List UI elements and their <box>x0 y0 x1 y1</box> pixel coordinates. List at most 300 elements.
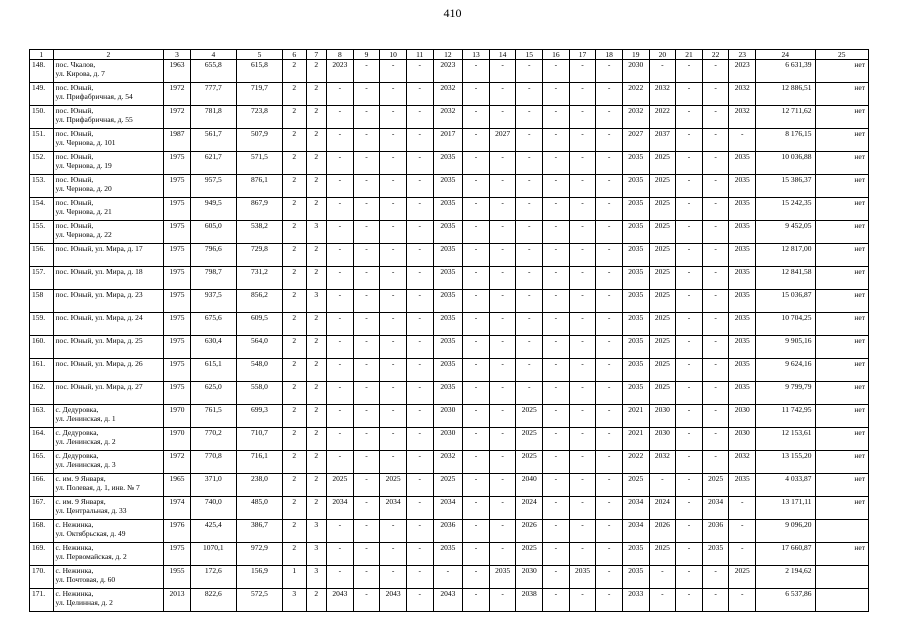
table-cell: - <box>327 198 354 221</box>
table-cell: - <box>543 382 570 405</box>
table-cell: 949,5 <box>190 198 236 221</box>
table-cell: 2035 <box>729 221 756 244</box>
table-row <box>30 405 869 428</box>
table-cell: 1972 <box>164 106 191 129</box>
table-cell: - <box>327 405 354 428</box>
table-cell: - <box>433 566 463 589</box>
table-cell: - <box>516 336 543 359</box>
table-cell: - <box>463 543 490 566</box>
table-cell: - <box>406 451 433 474</box>
table-cell: - <box>569 152 596 175</box>
table-cell: - <box>596 589 623 612</box>
table-cell: 2035 <box>729 198 756 221</box>
table-cell: - <box>489 198 516 221</box>
table-cell: с. Дедуровка, ул. Ленинская, д. 3 <box>53 451 164 474</box>
table-cell: - <box>463 566 490 589</box>
table-cell: 2025 <box>433 474 463 497</box>
table-cell: нет <box>815 198 869 221</box>
table-cell: - <box>489 428 516 451</box>
table-cell: 3 <box>306 566 326 589</box>
table-cell: - <box>569 60 596 83</box>
table-cell: нет <box>815 106 869 129</box>
table-cell: - <box>702 267 729 290</box>
table-row <box>30 520 869 543</box>
table-cell: 710,7 <box>236 428 282 451</box>
table-cell: 2035 <box>729 152 756 175</box>
table-cell: пос. Юный, ул. Мира, д. 17 <box>53 244 164 267</box>
table-cell: нет <box>815 382 869 405</box>
table-cell: - <box>463 313 490 336</box>
table-cell: нет <box>815 313 869 336</box>
column-header-12: 12 <box>433 50 463 60</box>
table-cell: 2 <box>306 428 326 451</box>
table-cell: - <box>380 543 407 566</box>
table-cell: - <box>516 60 543 83</box>
table-cell: 2035 <box>433 221 463 244</box>
table-cell: 2030 <box>622 60 649 83</box>
table-cell: 1975 <box>164 543 191 566</box>
table-cell: - <box>596 382 623 405</box>
table-cell: - <box>463 474 490 497</box>
table-cell: с. им. 9 Января, ул. Центральная, д. 33 <box>53 497 164 520</box>
table-cell: - <box>543 267 570 290</box>
table-cell: 2034 <box>380 497 407 520</box>
table-cell: нет <box>815 428 869 451</box>
table-cell: 1975 <box>164 221 191 244</box>
table-cell: - <box>596 543 623 566</box>
table-cell: 729,8 <box>236 244 282 267</box>
table-cell: 2021 <box>622 405 649 428</box>
table-cell: 17 660,87 <box>756 543 815 566</box>
table-cell: 2037 <box>649 129 676 152</box>
table-cell: 2 <box>306 382 326 405</box>
table-cell: 2023 <box>729 60 756 83</box>
table-cell: 2 194,62 <box>756 566 815 589</box>
table-cell: 2023 <box>327 60 354 83</box>
table-cell: 719,7 <box>236 83 282 106</box>
table-cell: 1975 <box>164 313 191 336</box>
table-cell: - <box>543 566 570 589</box>
table-cell: 1974 <box>164 497 191 520</box>
table-cell: 2035 <box>622 543 649 566</box>
table-cell: - <box>543 313 570 336</box>
table-cell: - <box>406 497 433 520</box>
table-cell <box>815 566 869 589</box>
table-cell: - <box>516 175 543 198</box>
table-cell: нет <box>815 152 869 175</box>
table-cell: 1965 <box>164 474 191 497</box>
table-cell: 2017 <box>433 129 463 152</box>
table-cell: - <box>463 129 490 152</box>
table-cell: - <box>569 175 596 198</box>
table-cell: 2 <box>306 313 326 336</box>
table-cell: - <box>353 359 380 382</box>
table-cell: - <box>406 359 433 382</box>
table-cell: пос. Юный, ул. Мира, д. 23 <box>53 290 164 313</box>
table-row <box>30 152 869 175</box>
table-cell: 548,0 <box>236 359 282 382</box>
table-cell: - <box>406 106 433 129</box>
table-cell: 2035 <box>729 382 756 405</box>
table-cell: - <box>406 382 433 405</box>
table-cell: - <box>596 152 623 175</box>
table-cell: - <box>702 83 729 106</box>
table-cell: - <box>327 566 354 589</box>
column-header-5: 5 <box>236 50 282 60</box>
table-cell: - <box>676 60 703 83</box>
table-cell: 761,5 <box>190 405 236 428</box>
table-cell: 2035 <box>622 198 649 221</box>
table-cell: - <box>463 152 490 175</box>
table-cell: - <box>569 382 596 405</box>
table-cell: 2043 <box>433 589 463 612</box>
table-cell: - <box>569 313 596 336</box>
table-cell: 2 <box>306 152 326 175</box>
table-cell: - <box>489 106 516 129</box>
table-cell: - <box>569 129 596 152</box>
table-cell: - <box>489 336 516 359</box>
table-cell: - <box>543 290 570 313</box>
table-cell: 2022 <box>622 83 649 106</box>
table-cell: - <box>569 336 596 359</box>
table-cell: 2025 <box>649 267 676 290</box>
table-cell: 2035 <box>489 566 516 589</box>
table-cell: 2025 <box>622 474 649 497</box>
table-cell: 1972 <box>164 83 191 106</box>
table-cell: - <box>516 152 543 175</box>
table-cell: 2 <box>306 589 326 612</box>
table-cell: 2035 <box>433 244 463 267</box>
table-cell: - <box>380 428 407 451</box>
table-cell: - <box>516 313 543 336</box>
table-cell: - <box>327 520 354 543</box>
table-cell: нет <box>815 267 869 290</box>
table-cell <box>815 589 869 612</box>
table-cell: - <box>353 543 380 566</box>
table-cell: - <box>569 83 596 106</box>
table-cell: - <box>676 175 703 198</box>
table-cell: - <box>543 244 570 267</box>
table-cell: с. им. 9 Января, ул. Полевая, д. 1, инв. № 7 <box>53 474 164 497</box>
table-cell: - <box>543 60 570 83</box>
table-cell: - <box>353 566 380 589</box>
table-cell: 3 <box>306 543 326 566</box>
table-cell: 15 242,35 <box>756 198 815 221</box>
table-cell: 2035 <box>569 566 596 589</box>
table-cell: - <box>463 428 490 451</box>
table-cell: 170. <box>30 566 54 589</box>
table-cell: 571,5 <box>236 152 282 175</box>
table-cell: пос. Юный, ул. Мира, д. 26 <box>53 359 164 382</box>
table-cell: - <box>516 382 543 405</box>
table-cell: 2035 <box>622 290 649 313</box>
table-cell: - <box>569 359 596 382</box>
table-row <box>30 244 869 267</box>
table-cell: 9 799,79 <box>756 382 815 405</box>
table-cell: - <box>353 336 380 359</box>
table-cell: 4 033,87 <box>756 474 815 497</box>
table-cell: 2 <box>282 60 306 83</box>
table-cell: 150. <box>30 106 54 129</box>
column-header-4: 4 <box>190 50 236 60</box>
table-cell: 3 <box>282 589 306 612</box>
table-cell: 8 176,15 <box>756 129 815 152</box>
table-row <box>30 221 869 244</box>
table-row <box>30 267 869 290</box>
table-cell: 2024 <box>649 497 676 520</box>
table-cell: - <box>569 290 596 313</box>
table-cell: - <box>569 543 596 566</box>
column-header-23: 23 <box>729 50 756 60</box>
table-cell: - <box>380 359 407 382</box>
table-cell: 9 905,16 <box>756 336 815 359</box>
table-cell: 172,6 <box>190 566 236 589</box>
table-cell: - <box>543 589 570 612</box>
table-cell: - <box>543 175 570 198</box>
table-cell: - <box>676 566 703 589</box>
table-row <box>30 382 869 405</box>
table-cell: - <box>676 359 703 382</box>
table-cell: 856,2 <box>236 290 282 313</box>
table-cell: 2026 <box>649 520 676 543</box>
table-cell: 2025 <box>649 543 676 566</box>
table-cell: 12 886,51 <box>756 83 815 106</box>
table-row <box>30 474 869 497</box>
table-cell: 2035 <box>729 175 756 198</box>
table-cell: - <box>380 290 407 313</box>
table-cell: - <box>596 313 623 336</box>
table-cell: 572,5 <box>236 589 282 612</box>
table-cell: - <box>489 474 516 497</box>
table-cell: - <box>702 244 729 267</box>
table-cell: - <box>596 451 623 474</box>
table-cell: - <box>702 152 729 175</box>
table-cell: 2035 <box>622 152 649 175</box>
table-cell: - <box>676 244 703 267</box>
table-cell: 2 <box>306 359 326 382</box>
table-cell: 1963 <box>164 60 191 83</box>
table-cell: 1987 <box>164 129 191 152</box>
table-cell: - <box>380 175 407 198</box>
table-cell: - <box>516 290 543 313</box>
table-cell: - <box>406 428 433 451</box>
table-cell: - <box>380 451 407 474</box>
table-cell: нет <box>815 474 869 497</box>
table-cell: 425,4 <box>190 520 236 543</box>
table-cell: 148. <box>30 60 54 83</box>
table-cell: - <box>380 152 407 175</box>
table-cell: - <box>380 60 407 83</box>
table-cell: 2025 <box>516 451 543 474</box>
table-cell: - <box>406 336 433 359</box>
table-cell: 10 704,25 <box>756 313 815 336</box>
table-cell: 2 <box>282 106 306 129</box>
column-header-6: 6 <box>282 50 306 60</box>
table-cell: - <box>596 405 623 428</box>
table-cell: - <box>676 129 703 152</box>
table-cell: - <box>406 520 433 543</box>
table-cell: 2032 <box>649 83 676 106</box>
table-cell: 9 096,20 <box>756 520 815 543</box>
table-cell: 155. <box>30 221 54 244</box>
table-cell: 13 155,20 <box>756 451 815 474</box>
table-cell: 2024 <box>516 497 543 520</box>
table-cell: 716,1 <box>236 451 282 474</box>
table-row <box>30 543 869 566</box>
table-cell: - <box>596 428 623 451</box>
table-cell: - <box>702 106 729 129</box>
table-cell: - <box>702 405 729 428</box>
table-cell: - <box>353 290 380 313</box>
table-cell: 2035 <box>433 198 463 221</box>
table-cell: - <box>463 359 490 382</box>
table-cell: 2030 <box>433 405 463 428</box>
table-cell: нет <box>815 497 869 520</box>
table-cell: 2035 <box>702 543 729 566</box>
table-cell: - <box>596 129 623 152</box>
table-row <box>30 589 869 612</box>
table-cell: 2032 <box>729 83 756 106</box>
table-cell: - <box>463 106 490 129</box>
table-cell: 2 <box>282 428 306 451</box>
table-cell: - <box>463 336 490 359</box>
table-cell: 2025 <box>649 152 676 175</box>
table-cell: - <box>569 474 596 497</box>
table-cell: - <box>380 198 407 221</box>
column-header-22: 22 <box>702 50 729 60</box>
table-cell: - <box>353 520 380 543</box>
table-cell: - <box>649 60 676 83</box>
table-cell: - <box>596 497 623 520</box>
table-cell: 157. <box>30 267 54 290</box>
table-cell: 2025 <box>649 336 676 359</box>
table-cell: - <box>543 359 570 382</box>
table-cell: - <box>406 83 433 106</box>
table-cell: - <box>489 313 516 336</box>
column-header-3: 3 <box>164 50 191 60</box>
table-cell: - <box>596 520 623 543</box>
table-cell: - <box>676 336 703 359</box>
table-cell: 2032 <box>729 451 756 474</box>
table-cell: - <box>569 244 596 267</box>
table-cell: 3 <box>306 290 326 313</box>
table-cell: 2 <box>306 60 326 83</box>
table-cell: 625,0 <box>190 382 236 405</box>
table-cell: - <box>353 474 380 497</box>
column-header-24: 24 <box>756 50 815 60</box>
table-cell: 2034 <box>327 497 354 520</box>
table-cell: 2032 <box>649 451 676 474</box>
table-cell: - <box>327 129 354 152</box>
table-cell: 2 <box>282 129 306 152</box>
table-cell: - <box>380 566 407 589</box>
table-row <box>30 106 869 129</box>
table-cell: - <box>406 474 433 497</box>
table-cell: 740,0 <box>190 497 236 520</box>
table-cell: 1975 <box>164 382 191 405</box>
table-cell: 2 <box>282 290 306 313</box>
table-cell: - <box>380 336 407 359</box>
table-cell: 972,9 <box>236 543 282 566</box>
table-cell: - <box>353 60 380 83</box>
table-cell: - <box>463 198 490 221</box>
table-cell: 2022 <box>649 106 676 129</box>
table-cell: - <box>649 589 676 612</box>
page-number: 410 <box>443 6 462 20</box>
table-cell: - <box>676 152 703 175</box>
table-cell: 1975 <box>164 359 191 382</box>
table-cell: - <box>676 290 703 313</box>
table-cell: - <box>406 129 433 152</box>
table-cell: - <box>406 244 433 267</box>
table-cell: - <box>569 106 596 129</box>
table-row <box>30 60 869 83</box>
table-cell: пос. Юный, ул. Мира, д. 27 <box>53 382 164 405</box>
table-cell: 6 631,39 <box>756 60 815 83</box>
table-cell: - <box>569 198 596 221</box>
table-cell: - <box>327 382 354 405</box>
table-cell: 165. <box>30 451 54 474</box>
table-cell: нет <box>815 405 869 428</box>
table-cell: 2027 <box>622 129 649 152</box>
table-cell: - <box>380 382 407 405</box>
table-cell: 2 <box>306 83 326 106</box>
table-cell: 2021 <box>622 428 649 451</box>
table-cell: - <box>729 520 756 543</box>
table-cell: - <box>702 198 729 221</box>
table-cell: 2035 <box>622 244 649 267</box>
table-cell: - <box>327 267 354 290</box>
table-cell: 2035 <box>433 152 463 175</box>
table-cell: - <box>463 405 490 428</box>
table-cell: 156,9 <box>236 566 282 589</box>
table-cell: - <box>702 175 729 198</box>
table-cell: - <box>596 244 623 267</box>
table-cell: 937,5 <box>190 290 236 313</box>
table-cell: 1955 <box>164 566 191 589</box>
table-row <box>30 83 869 106</box>
table-cell: - <box>702 428 729 451</box>
table-cell: 1 <box>282 566 306 589</box>
table-cell: нет <box>815 451 869 474</box>
table-cell: 2025 <box>649 175 676 198</box>
table-cell: 2035 <box>729 474 756 497</box>
table-cell: 2 <box>282 474 306 497</box>
table-cell: 781,8 <box>190 106 236 129</box>
table-cell: - <box>463 497 490 520</box>
table-cell: 2030 <box>649 428 676 451</box>
table-cell: 2032 <box>729 106 756 129</box>
table-cell: 3 <box>306 221 326 244</box>
table-cell: 1976 <box>164 520 191 543</box>
table-cell: - <box>406 152 433 175</box>
table-cell: 507,9 <box>236 129 282 152</box>
table-row <box>30 566 869 589</box>
table-cell: 2035 <box>729 267 756 290</box>
table-cell: 2034 <box>622 520 649 543</box>
table-cell: - <box>596 106 623 129</box>
table-cell: 13 171,11 <box>756 497 815 520</box>
table-cell: 867,9 <box>236 198 282 221</box>
table-cell: - <box>596 83 623 106</box>
table-cell: - <box>353 106 380 129</box>
table-cell: 2035 <box>433 382 463 405</box>
table-cell: - <box>543 83 570 106</box>
table-cell: 621,7 <box>190 152 236 175</box>
table-cell: - <box>596 359 623 382</box>
table-cell: 2034 <box>622 497 649 520</box>
table-cell: - <box>596 175 623 198</box>
